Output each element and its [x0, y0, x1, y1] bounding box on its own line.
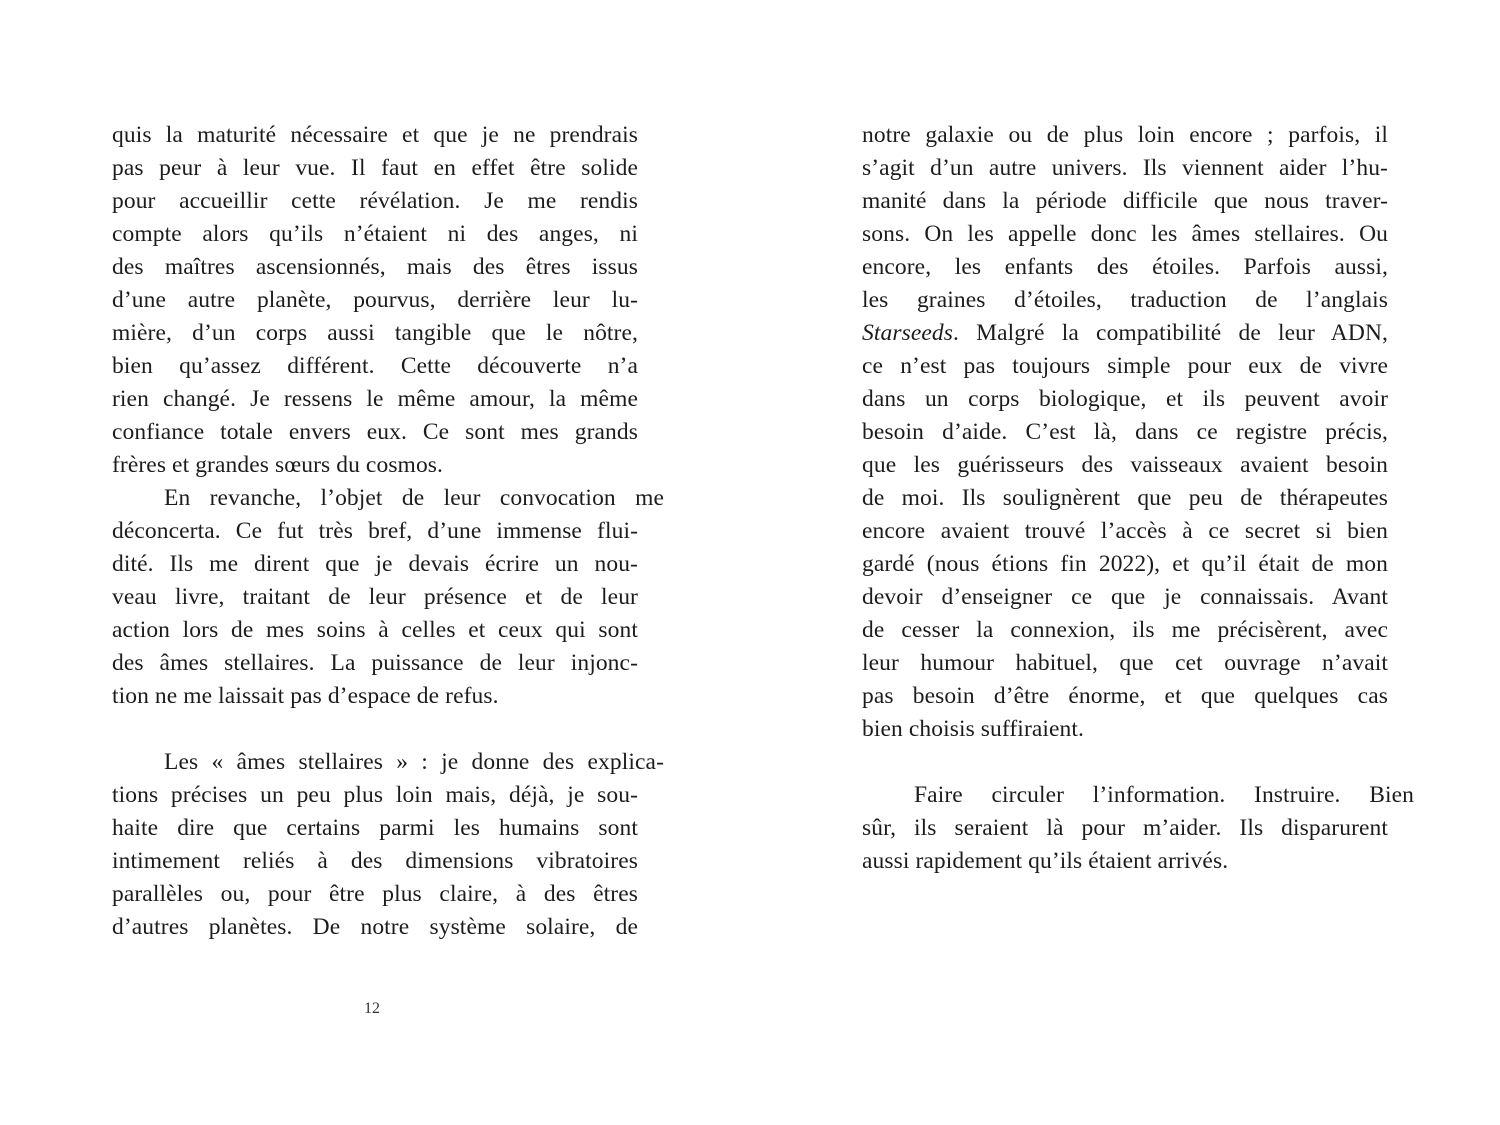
text-line: de moi. Ils soulignèrent que peu de thérapeutes [862, 485, 1388, 511]
text-line: haite dire que certains parmi les humains sont [112, 815, 638, 841]
section-break [862, 746, 1388, 779]
text-line: manité dans la période difficile que nous traver- [862, 188, 1388, 214]
text-line: tion ne me laissait pas d’espace de refus. [112, 683, 499, 709]
text-line: dité. Ils me dirent que je devais écrire un nou- [112, 551, 638, 577]
text-line: des maîtres ascensionnés, mais des êtres issus [112, 254, 638, 280]
text-line: des âmes stellaires. La puissance de leur injonc- [112, 650, 638, 676]
text-line: sons. On les appelle donc les âmes stellaires. Ou [862, 221, 1388, 247]
text-line: sûr, ils seraient là pour m’aider. Ils disparurent [862, 815, 1388, 841]
text-line: encore, les enfants des étoiles. Parfois aussi, [862, 254, 1388, 280]
italic-term: Starseeds [862, 320, 953, 346]
right-page [862, 119, 1414, 878]
text-line: intimement reliés à des dimensions vibratoires [112, 848, 638, 874]
text-line: veau livre, traitant de leur présence et de leur [112, 584, 638, 610]
text-line: action lors de mes soins à celles et ceux qui sont [112, 617, 638, 643]
paragraph [112, 746, 664, 944]
paragraph [862, 779, 1414, 878]
text-line: bien choisis suffiraient. [862, 716, 1085, 742]
text-line: encore avaient trouvé l’accès à ce secret si bien [862, 518, 1388, 544]
text-line: s’agit d’un autre univers. Ils viennent aider l’hu- [862, 155, 1388, 181]
section-break [112, 713, 638, 746]
text-line: bien qu’assez différent. Cette découverte n’a [112, 353, 638, 379]
text-line: pour accueillir cette révélation. Je me rendis [112, 188, 638, 214]
text-line: pas besoin d’être énorme, et que quelques cas [862, 683, 1388, 709]
text-line: En revanche, l’objet de leur convocation me [164, 485, 664, 511]
text-line: déconcerta. Ce fut très bref, d’une immense flui- [112, 518, 638, 544]
text-line: ce n’est pas toujours simple pour eux de vivre [862, 353, 1388, 379]
left-page [112, 119, 664, 944]
text-line: les graines d’étoiles, traduction de l’anglais [862, 287, 1388, 313]
text-line: frères et grandes sœurs du cosmos. [112, 452, 444, 478]
paragraph [112, 482, 664, 713]
text-line: Faire circuler l’information. Instruire. Bien [914, 782, 1414, 808]
text-line: de cesser la connexion, ils me précisèrent, avec [862, 617, 1388, 643]
text-run: . Malgré la compatibilité de leur ADN, [952, 320, 1388, 346]
text-line: devoir d’enseigner ce que je connaissais. Avant [862, 584, 1388, 610]
text-line: mière, d’un corps aussi tangible que le nôtre, [112, 320, 638, 346]
text-line: confiance totale envers eux. Ce sont mes grands [112, 419, 638, 445]
text-line: d’autres planètes. De notre système solaire, de [112, 914, 638, 940]
text-line: leur humour habituel, que cet ouvrage n’avait [862, 650, 1388, 676]
text-line: que les guérisseurs des vaisseaux avaient besoin [862, 452, 1388, 478]
text-line: parallèles ou, pour être plus claire, à des êtres [112, 881, 638, 907]
text-line: besoin d’aide. C’est là, dans ce registre précis, [862, 419, 1388, 445]
text-line: dans un corps biologique, et ils peuvent avoir [862, 386, 1388, 412]
text-line: quis la maturité nécessaire et que je ne prendrais [112, 122, 638, 148]
text-line: aussi rapidement qu’ils étaient arrivés. [862, 848, 1229, 874]
paragraph [112, 119, 638, 482]
text-line: notre galaxie ou de plus loin encore ; parfois, il [862, 122, 1388, 148]
text-line [862, 317, 1388, 350]
text-line: gardé (nous étions fin 2022), et qu’il était de mon [862, 551, 1388, 577]
text-line: Les « âmes stellaires » : je donne des explica- [164, 749, 664, 775]
paragraph [862, 119, 1388, 746]
text-line: rien changé. Je ressens le même amour, la même [112, 386, 638, 412]
text-line: pas peur à leur vue. Il faut en effet être solide [112, 155, 638, 181]
text-line: d’une autre planète, pourvus, derrière leur lu- [112, 287, 638, 313]
text-line: compte alors qu’ils n’étaient ni des anges, ni [112, 221, 638, 247]
page-number: 12 [364, 1000, 380, 1017]
text-line: tions précises un peu plus loin mais, déjà, je sou- [112, 782, 638, 808]
